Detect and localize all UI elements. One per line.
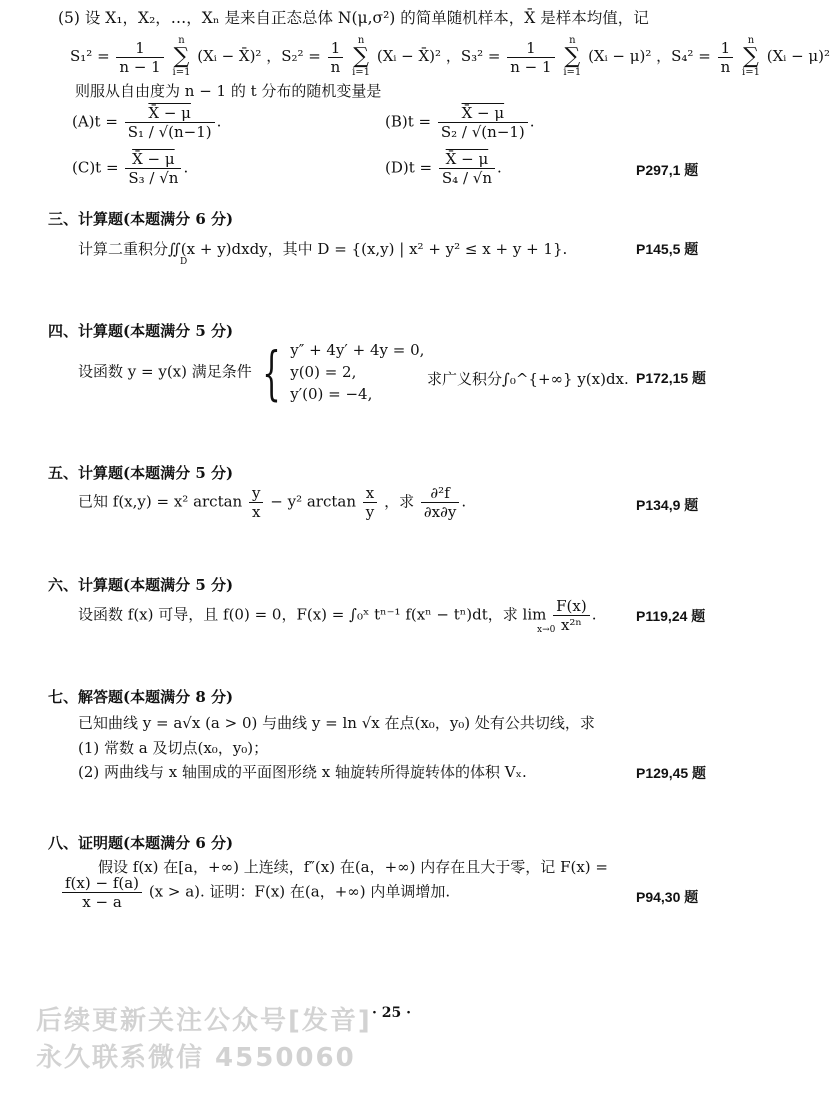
frac-n: $\frac{1}{n}$ <box>718 39 734 76</box>
sum-symbol: n ∑ i=1 <box>563 35 582 78</box>
q5-intro: (5) 设 X₁，X₂，…，Xₙ 是来自正态总体 N(μ,σ²) 的简单随机样本，X̄ 是样本均值，记 <box>58 9 649 27</box>
s1-label: S₁² = <box>70 47 110 65</box>
left-brace: { <box>261 338 281 407</box>
sec7-line2: (1) 常数 a 及切点(x₀，y₀)； <box>78 739 269 757</box>
sec6-reference: P119,24 题 <box>636 608 706 624</box>
s2-label: ，S₂² = <box>266 47 321 65</box>
option-c: (C)t = $\frac{X̄ - \mu}{\text{S₃ / √n}}$ . <box>72 150 189 187</box>
sec4-body: 设函数 y = y(x) 满足条件 { y″ + 4y′ + 4y = 0, y(0) = 2, y′(0) = −4, <box>78 338 425 407</box>
sec5-heading: 五、计算题(本题满分 5 分) <box>48 464 234 482</box>
variance-formulas <box>70 36 830 78</box>
sec8-line2: $\frac{f(x) - f(a)}{x - a}$ (x > a). 证明：F(x) 在(a，+∞) 内单调增加. <box>60 874 450 911</box>
sec6-body: 设函数 f(x) 可导，且 f(0) = 0，F(x) = ∫₀ˣ tⁿ⁻¹ f(xⁿ − tⁿ)dt，求 lim $\frac{F(x)}{\text{x²ⁿ}}$ . <box>78 597 597 634</box>
sec6-heading: 六、计算题(本题满分 5 分) <box>48 576 234 594</box>
watermark-line2: 永久联系微信 4550060 <box>36 1043 356 1073</box>
sec7-line1: 已知曲线 y = a√x (a > 0) 与曲线 y = ln √x 在点(x₀，y₀) 处有公共切线，求 <box>78 714 595 732</box>
sec7-reference: P129,45 题 <box>636 765 707 781</box>
sec7-heading: 七、解答题(本题满分 8 分) <box>48 688 234 706</box>
sec4-heading: 四、计算题(本题满分 5 分) <box>48 322 234 340</box>
sec3-heading: 三、计算题(本题满分 6 分) <box>48 210 234 228</box>
option-d: (D)t = $\frac{X̄ - \mu}{\text{S₄ / √n}}$ . <box>385 150 502 187</box>
sec3-domain-sub: D <box>180 257 188 267</box>
term-mu: (Xᵢ − μ)² <box>588 47 652 65</box>
sum-symbol: n ∑ i=1 <box>352 35 371 78</box>
frac-n1: $\frac{1}{n - 1}$ <box>507 39 554 76</box>
sec8-line1: 假设 f(x) 在[a，+∞) 上连续，f″(x) 在(a，+∞) 内存在且大于零，记 F(x) = <box>98 858 608 876</box>
term-xbar: (Xᵢ − X̄)² <box>376 47 442 65</box>
distribution-text: 则服从自由度为 n − 1 的 t 分布的随机变量是 <box>75 82 382 100</box>
watermark-line1: 后续更新关注公众号[发音] <box>36 1006 372 1036</box>
sec5-reference: P134,9 题 <box>636 497 699 513</box>
s4-label: ，S₄² = <box>656 47 711 65</box>
sec4-conditions: y″ + 4y′ + 4y = 0, y(0) = 2, y′(0) = −4, <box>290 341 425 403</box>
sec5-body: 已知 f(x,y) = x² arctan $\frac{y}{x}$ − y² arctan $\frac{x}{y}$ ，求 $\frac{\text{∂²f}}{\partial x\partial y}$ . <box>78 484 467 521</box>
sec6-lim-sub: x→0 <box>537 625 556 635</box>
option-b: (B)t = $\frac{X̄ - \mu}{\text{S₂ / √(n−1)}}$ . <box>385 104 535 141</box>
sec3-text: 计算二重积分∬(x + y)dxdy，其中 D = {(x,y) | x² + y² ≤ x + y + 1}. <box>78 240 568 258</box>
sec7-line3: (2) 两曲线与 x 轴围成的平面图形绕 x 轴旋转所得旋转体的体积 Vₓ. <box>78 763 527 781</box>
sum-symbol: n ∑ i=1 <box>742 35 760 78</box>
term-mu: (Xᵢ − μ)² <box>766 47 830 65</box>
sec8-reference: P94,30 题 <box>636 889 699 905</box>
sum-symbol: n ∑ i=1 <box>172 35 191 78</box>
page-number: · 25 · <box>372 1005 411 1021</box>
sec8-heading: 八、证明题(本题满分 6 分) <box>48 834 234 852</box>
frac-n: $\frac{1}{n}$ <box>328 39 344 76</box>
s3-label: ，S₃² = <box>445 47 501 65</box>
sec3-reference: P145,5 题 <box>636 241 699 257</box>
option-a: (A)t = $\frac{X̄ - \mu}{\text{S₁ / √(n−1)}}$ . <box>72 104 222 141</box>
sec4-suffix: 求广义积分∫₀^{+∞} y(x)dx. <box>427 370 629 388</box>
sec4-reference: P172,15 题 <box>636 370 707 386</box>
q5-reference: P297,1 题 <box>636 162 699 178</box>
term-xbar: (Xᵢ − X̄)² <box>197 47 262 65</box>
frac-n1: $\frac{1}{n - 1}$ <box>116 39 163 76</box>
